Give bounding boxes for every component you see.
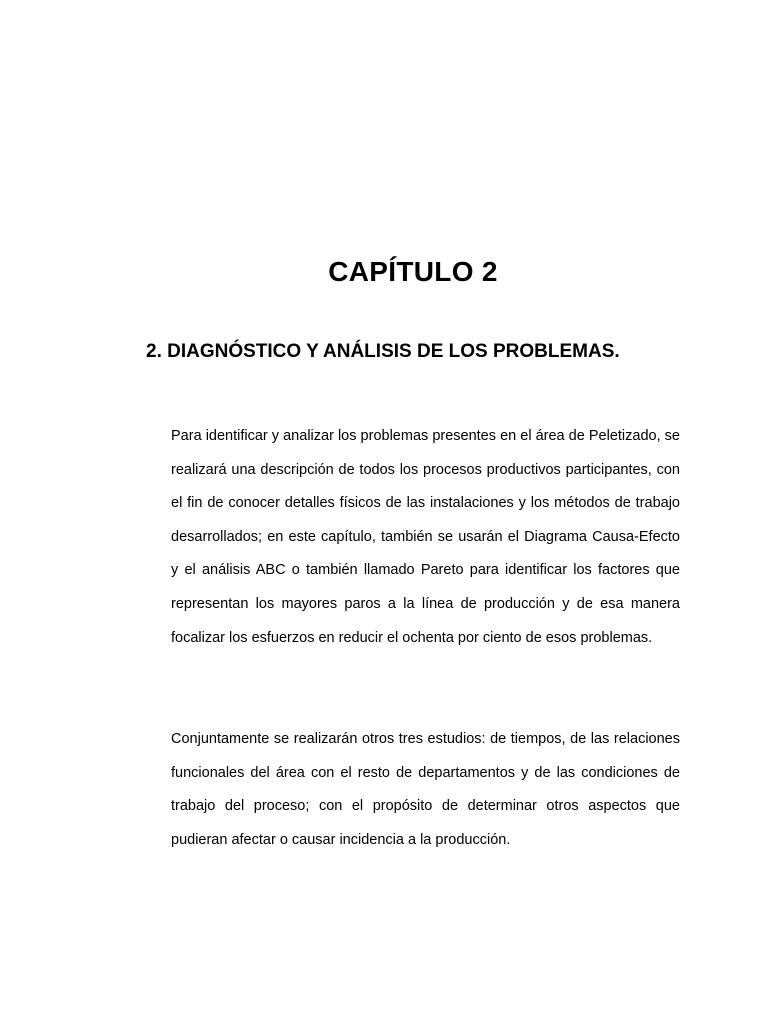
body-paragraph: Para identificar y analizar los problemas presentes en el área de Peletizado, se realizará una descripción de todos los procesos productivos participantes, con el fin de conocer detalles físicos de las instalaciones y los métodos de trabajo desarrollados; en este capítulo, también se usarán el Diagrama Causa-Efecto y el análisis ABC o también llamado Pareto para identificar los factores que representan los mayores paros a la línea de producción y de esa manera focalizar los esfuerzos en reducir el ochenta por ciento de esos problemas. xyxy=(171,428,680,646)
section-heading: 2. DIAGNÓSTICO Y ANÁLISIS DE LOS PROBLEMAS. xyxy=(146,341,620,362)
body-paragraph: Conjuntamente se realizarán otros tres estudios: de tiempos, de las relaciones funcionales del área con el resto de departamentos y de las condiciones de trabajo del proceso; con el propósito de determinar otros aspectos que pudieran afectar o causar incidencia a la producción. xyxy=(171,731,680,848)
chapter-title: CAPÍTULO 2 xyxy=(328,256,498,287)
